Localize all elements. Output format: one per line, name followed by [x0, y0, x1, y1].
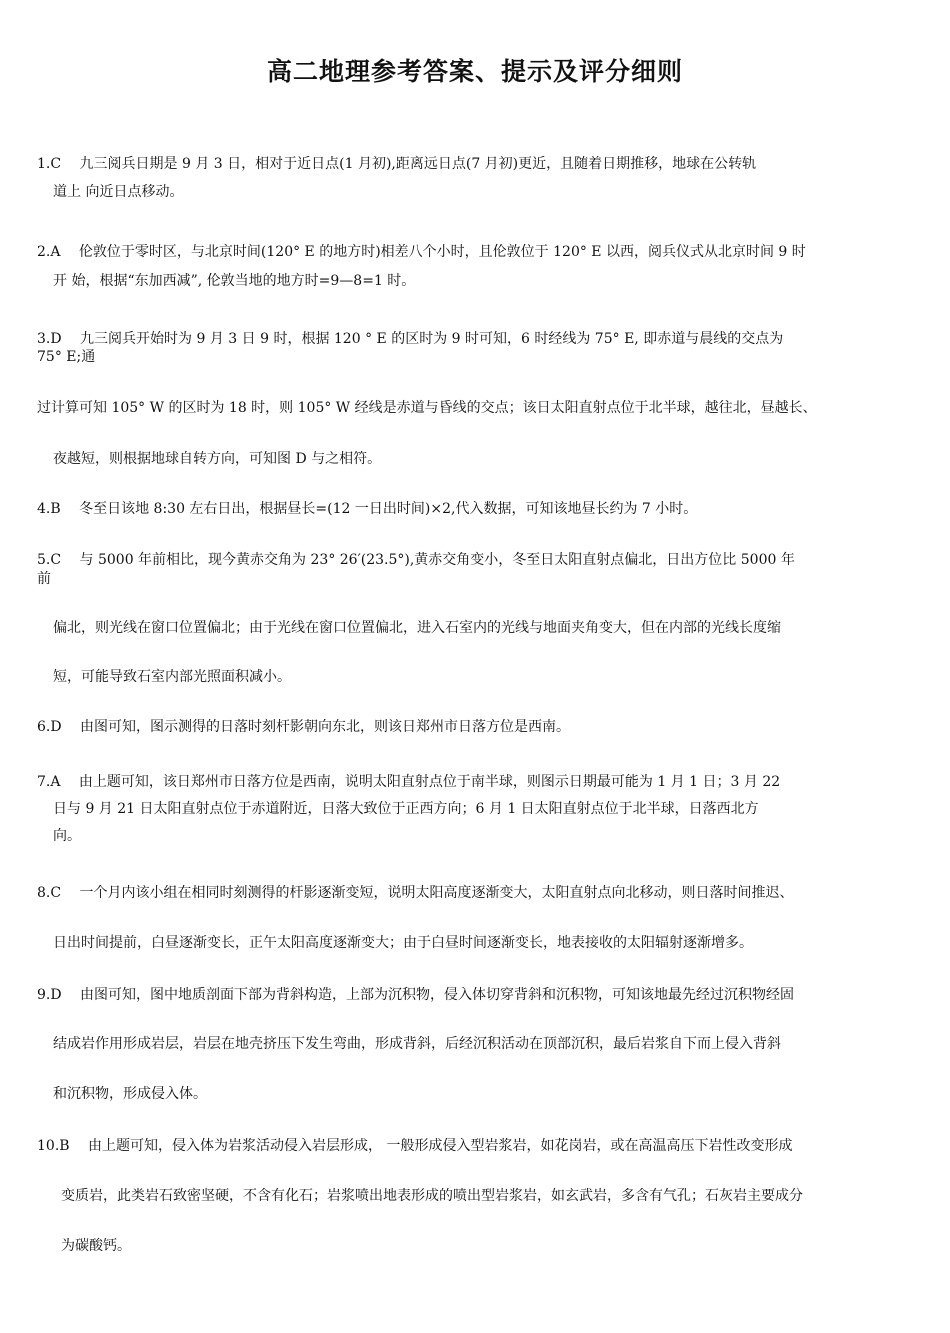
- answer-10-line-1: 10.B 由上题可知，侵入体为岩浆活动侵入岩层形成， 一般形成侵入型岩浆岩，如花岗岩，或在高温高压下岩性改变形成: [37, 1138, 793, 1154]
- answer-7-line-1: 7.A 由上题可知，该日郑州市日落方位是西南，说明太阳直射点位于南半球，则图示日期最可能为 1 月 1 日；3 月 22: [37, 774, 781, 790]
- answer-5-line-4: 短，可能导致石室内部光照面积减小。: [53, 669, 291, 685]
- answer-9-line-1: 9.D 由图可知，图中地质剖面下部为背斜构造，上部为沉积物，侵入体切穿背斜和沉积物，可知该地最先经过沉积物经固: [37, 987, 795, 1003]
- answer-10-line-3: 为碳酸钙。: [61, 1238, 131, 1254]
- answer-3-line-4: 夜越短，则根据地球自转方向，可知图 D 与之相符。: [53, 451, 382, 467]
- answer-2-line-1: 2.A 伦敦位于零时区，与北京时间(120° E 的地方时)相差八个小时，且伦敦位于 120° E 以西，阅兵仪式从北京时间 9 时: [37, 244, 806, 260]
- answer-8-line-2: 日出时间提前，白昼逐渐变长，正午太阳高度逐渐变大；由于白昼时间逐渐变长，地表接收的太阳辐射逐渐增多。: [53, 935, 753, 951]
- answer-8-line-1: 8.C 一个月内该小组在相同时刻测得的杆影逐渐变短，说明太阳高度逐渐变大，太阳直射点向北移动，则日落时间推迟、: [37, 885, 794, 901]
- answer-3-line-3: 过计算可知 105° W 的区时为 18 时，则 105° W 经线是赤道与昏线的交点；该日太阳直射点位于北半球，越往北，昼越长、: [37, 400, 817, 416]
- answer-1-line-2: 道上 向近日点移动。: [53, 184, 184, 200]
- answer-5-line-3: 偏北，则光线在窗口位置偏北；由于光线在窗口位置偏北，进入石室内的光线与地面夹角变大，但在内部的光线长度缩: [53, 620, 781, 636]
- answer-3-line-2: 75° E;通: [37, 349, 96, 365]
- answer-7-line-3: 向。: [53, 828, 81, 844]
- answer-7-line-2: 日与 9 月 21 日太阳直射点位于赤道附近，日落大致位于正西方向；6 月 1 日太阳直射点位于北半球，日落西北方: [53, 801, 759, 817]
- answer-1-line-1: 1.C 九三阅兵日期是 9 月 3 日，相对于近日点(1 月初),距离远日点(7 月初)更近，且随着日期推移，地球在公转轨: [37, 156, 757, 172]
- answer-2-line-2: 开 始，根据“东加西减”, 伦敦当地的地方时=9—8=1 时。: [53, 273, 416, 289]
- answer-5-line-1: 5.C 与 5000 年前相比，现今黄赤交角为 23° 26′(23.5°),黄赤交角变小，冬至日太阳直射点偏北，日出方位比 5000 年: [37, 552, 795, 568]
- page-title: 高二地理参考答案、提示及评分细则: [266, 57, 683, 86]
- answer-9-line-3: 和沉积物，形成侵入体。: [53, 1086, 207, 1102]
- answer-10-line-2: 变质岩，此类岩石致密坚硬，不含有化石；岩浆喷出地表形成的喷出型岩浆岩，如玄武岩，多含有气孔；石灰岩主要成分: [61, 1188, 803, 1204]
- answer-5-line-2: 前: [37, 571, 51, 587]
- answer-6-line-1: 6.D 由图可知，图示测得的日落时刻杆影朝向东北，则该日郑州市日落方位是西南。: [37, 719, 571, 735]
- answer-4-line-1: 4.B 冬至日该地 8:30 左右日出，根据昼长=(12 一日出时间)×2,代入数据，可知该地昼长约为 7 小时。: [37, 501, 698, 517]
- answer-3-line-1: 3.D 九三阅兵开始时为 9 月 3 日 9 时，根据 120 ° E 的区时为 9 时可知，6 时经线为 75° E, 即赤道与晨线的交点为: [37, 331, 784, 347]
- answer-9-line-2: 结成岩作用形成岩层，岩层在地壳挤压下发生弯曲，形成背斜，后经沉积活动在顶部沉积，最后岩浆自下而上侵入背斜: [53, 1036, 781, 1052]
